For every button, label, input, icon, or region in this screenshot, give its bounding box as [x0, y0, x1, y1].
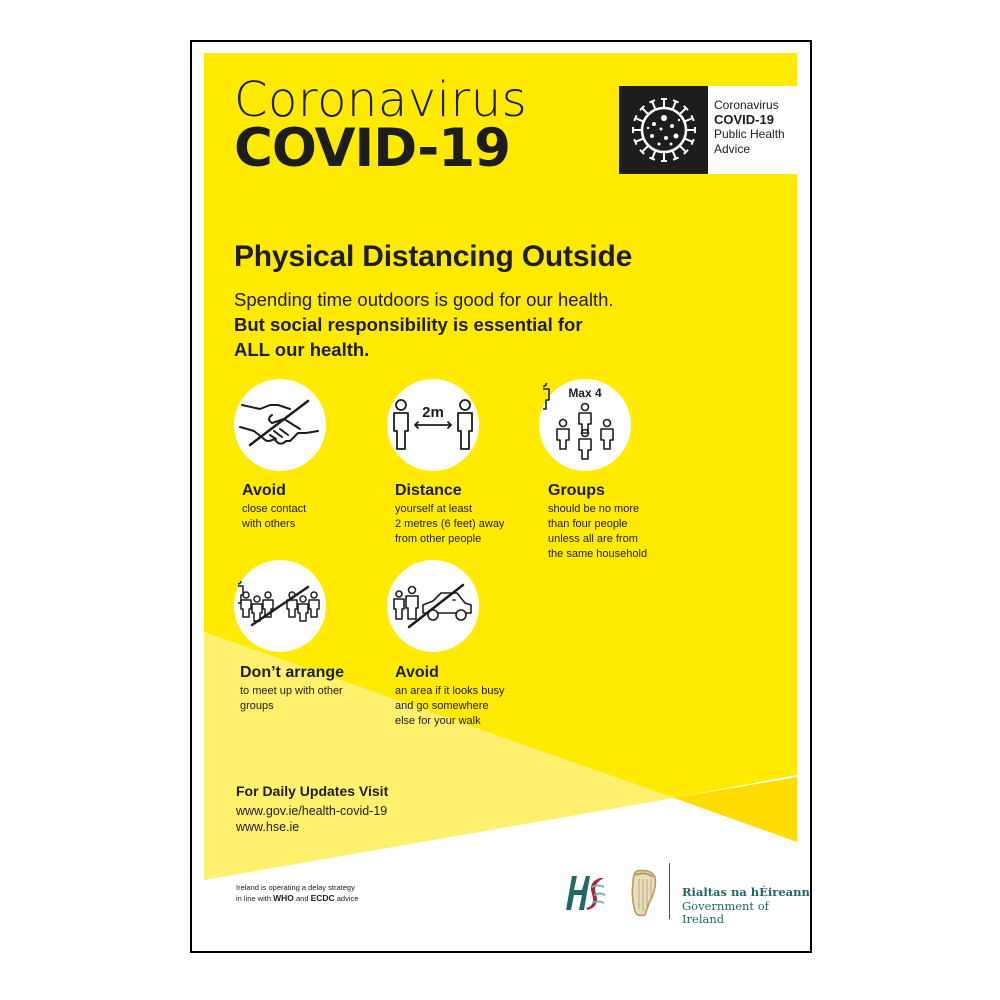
item-distance — [395, 482, 504, 547]
item-title: Avoid — [242, 482, 286, 499]
desc-line: and go somewhere — [395, 700, 489, 712]
logo-divider — [669, 863, 670, 919]
poster — [190, 40, 812, 953]
desc-line: unless all are from — [548, 533, 638, 545]
item-title: Distance — [395, 482, 462, 499]
virus-icon — [619, 86, 708, 174]
item-title: Don’t arrange — [240, 664, 345, 681]
who-label: WHO — [273, 893, 294, 903]
svg-text:Max 4: Max 4 — [568, 386, 602, 400]
intro-line-2: But social responsibility is essential for — [234, 314, 583, 335]
badge-line-3: Public Health — [714, 127, 785, 141]
item-avoid-busy-area — [395, 664, 504, 729]
desc-line: groups — [240, 700, 274, 712]
two-metres-distance-icon — [387, 379, 479, 471]
groups-crossed-icon — [234, 560, 326, 652]
desc-line: the same household — [548, 548, 648, 560]
desc-line: else for your walk — [395, 715, 481, 727]
item-desc — [240, 684, 344, 714]
desc-line: yourself at least — [395, 503, 473, 515]
badge-line-1: Coronavirus — [714, 98, 779, 112]
page-title: Physical Distancing Outside — [234, 240, 633, 273]
government-of-ireland-logo — [682, 886, 810, 927]
footnote-text: advice — [334, 894, 359, 903]
item-groups — [548, 482, 647, 562]
footnote-text: in line with — [236, 894, 274, 903]
desc-line: an area if it looks busy — [395, 685, 505, 697]
item-title: Groups — [548, 482, 605, 499]
harp-icon — [629, 867, 659, 919]
link-hse-ie[interactable]: www.hse.ie — [236, 820, 300, 834]
intro-text — [234, 287, 614, 362]
item-desc — [395, 502, 504, 547]
item-desc — [548, 502, 647, 562]
item-dont-arrange — [240, 664, 344, 714]
intro-line-1: Spending time outdoors is good for our health. — [234, 289, 614, 310]
desc-line: close contact — [242, 503, 307, 515]
delay-strategy-note — [236, 883, 358, 904]
desc-line: should be no more — [548, 503, 640, 515]
public-health-badge — [619, 86, 797, 174]
footnote-line-1: Ireland is operating a delay strategy — [236, 883, 355, 892]
item-desc — [242, 502, 306, 532]
footnote-line-2 — [236, 893, 358, 904]
desc-line: to meet up with other — [240, 685, 343, 697]
header-coronavirus: Coronavirus — [234, 72, 528, 128]
badge-line-4: Advice — [714, 141, 751, 156]
desc-line: from other people — [395, 533, 482, 545]
link-gov-ie[interactable]: www.gov.ie/health-covid-19 — [236, 804, 388, 818]
badge-line-2: COVID-19 — [714, 111, 774, 127]
item-title: Avoid — [395, 664, 439, 681]
header-covid19: COVID-19 — [234, 118, 510, 179]
ecdc-label: ECDC — [310, 893, 335, 903]
item-avoid-contact — [242, 482, 306, 532]
desc-line: 2 metres (6 feet) away — [395, 518, 505, 530]
footnote-text: and — [293, 894, 311, 903]
badge-text — [708, 86, 797, 174]
item-desc — [395, 684, 504, 729]
updates-title: For Daily Updates Visit — [236, 783, 389, 799]
max-four-group-icon — [539, 379, 631, 471]
busy-area-crossed-icon — [387, 560, 479, 652]
hse-logo — [562, 872, 606, 912]
gov-irish-name: Rialtas na hÉireann — [682, 885, 810, 899]
desc-line: with others — [242, 518, 296, 530]
svg-text:2m: 2m — [422, 404, 444, 421]
intro-line-3: ALL our health. — [234, 339, 370, 360]
updates-links — [236, 803, 387, 835]
handshake-crossed-icon — [234, 379, 326, 471]
gov-english-name: Government of Ireland — [682, 898, 769, 926]
desc-line: than four people — [548, 518, 628, 530]
